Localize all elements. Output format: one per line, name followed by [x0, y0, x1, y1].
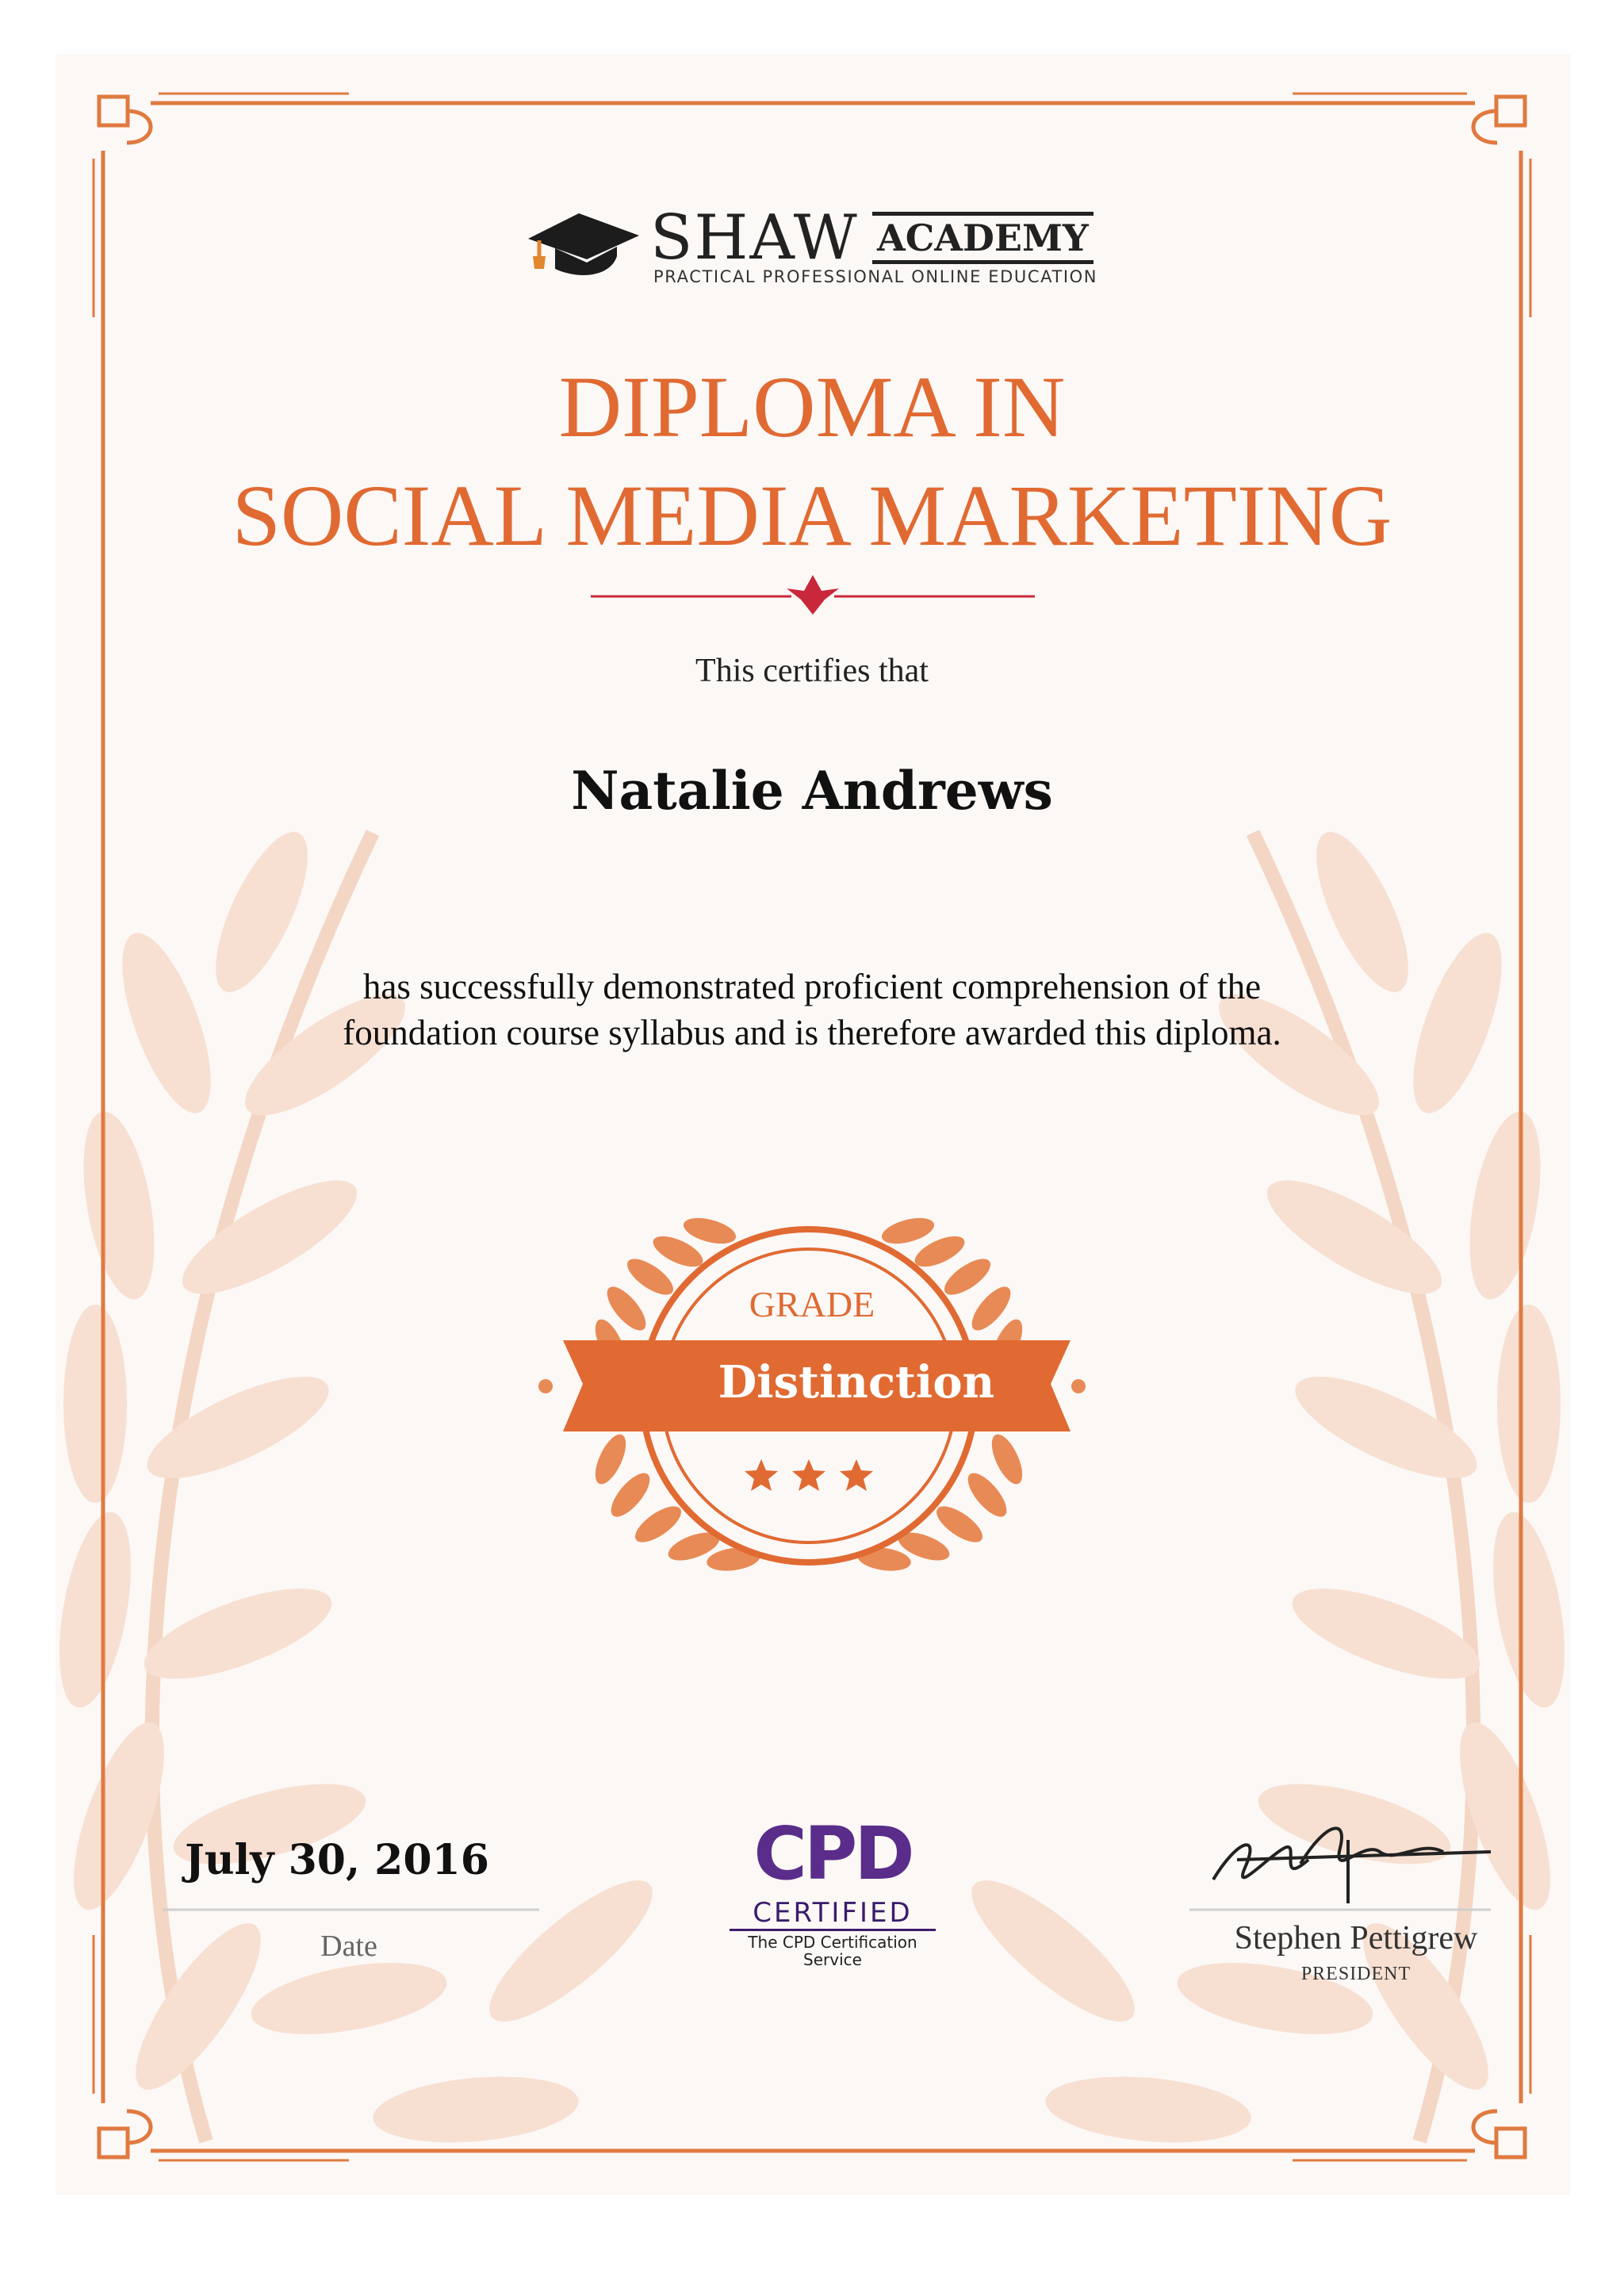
logo-academy: ACADEMY: [872, 212, 1094, 264]
certifies-text: This certifies that: [695, 653, 929, 689]
cpd-service-text: The CPD Certification Service: [748, 1933, 917, 1969]
logo-tagline: PRACTICAL PROFESSIONAL ONLINE EDUCATION: [653, 267, 1098, 286]
award-statement: [0, 964, 1624, 1056]
signer-role: PRESIDENT: [1300, 1964, 1411, 1984]
recipient-name: Natalie Andrews: [571, 760, 1053, 822]
grade-label: GRADE: [749, 1284, 875, 1324]
graduation-cap-icon: [523, 207, 642, 278]
grade-value: Distinction: [718, 1356, 995, 1408]
award-date: July 30, 2016: [185, 1836, 489, 1884]
award-statement-line1: has successfully demonstrated proficient comprehension of the: [362, 967, 1262, 1006]
logo-name: SHAW: [650, 202, 859, 274]
cpd-certified-text: CERTIFIED: [730, 1897, 936, 1931]
title-ornament: [591, 575, 1035, 615]
diploma-title-line2: SOCIAL MEDIA MARKETING: [232, 467, 1392, 564]
shaw-academy-logo: [523, 202, 1098, 289]
cpd-certified-logo: [730, 1811, 936, 1991]
cpd-mark: CPD: [753, 1811, 912, 1896]
signer-name: Stephen Pettigrew: [1234, 1920, 1478, 1956]
date-label: Date: [320, 1930, 377, 1963]
award-statement-line2: foundation course syllabus and is therefore awarded this diploma.: [343, 1013, 1281, 1052]
diploma-title-line1: DIPLOMA IN: [558, 358, 1066, 455]
